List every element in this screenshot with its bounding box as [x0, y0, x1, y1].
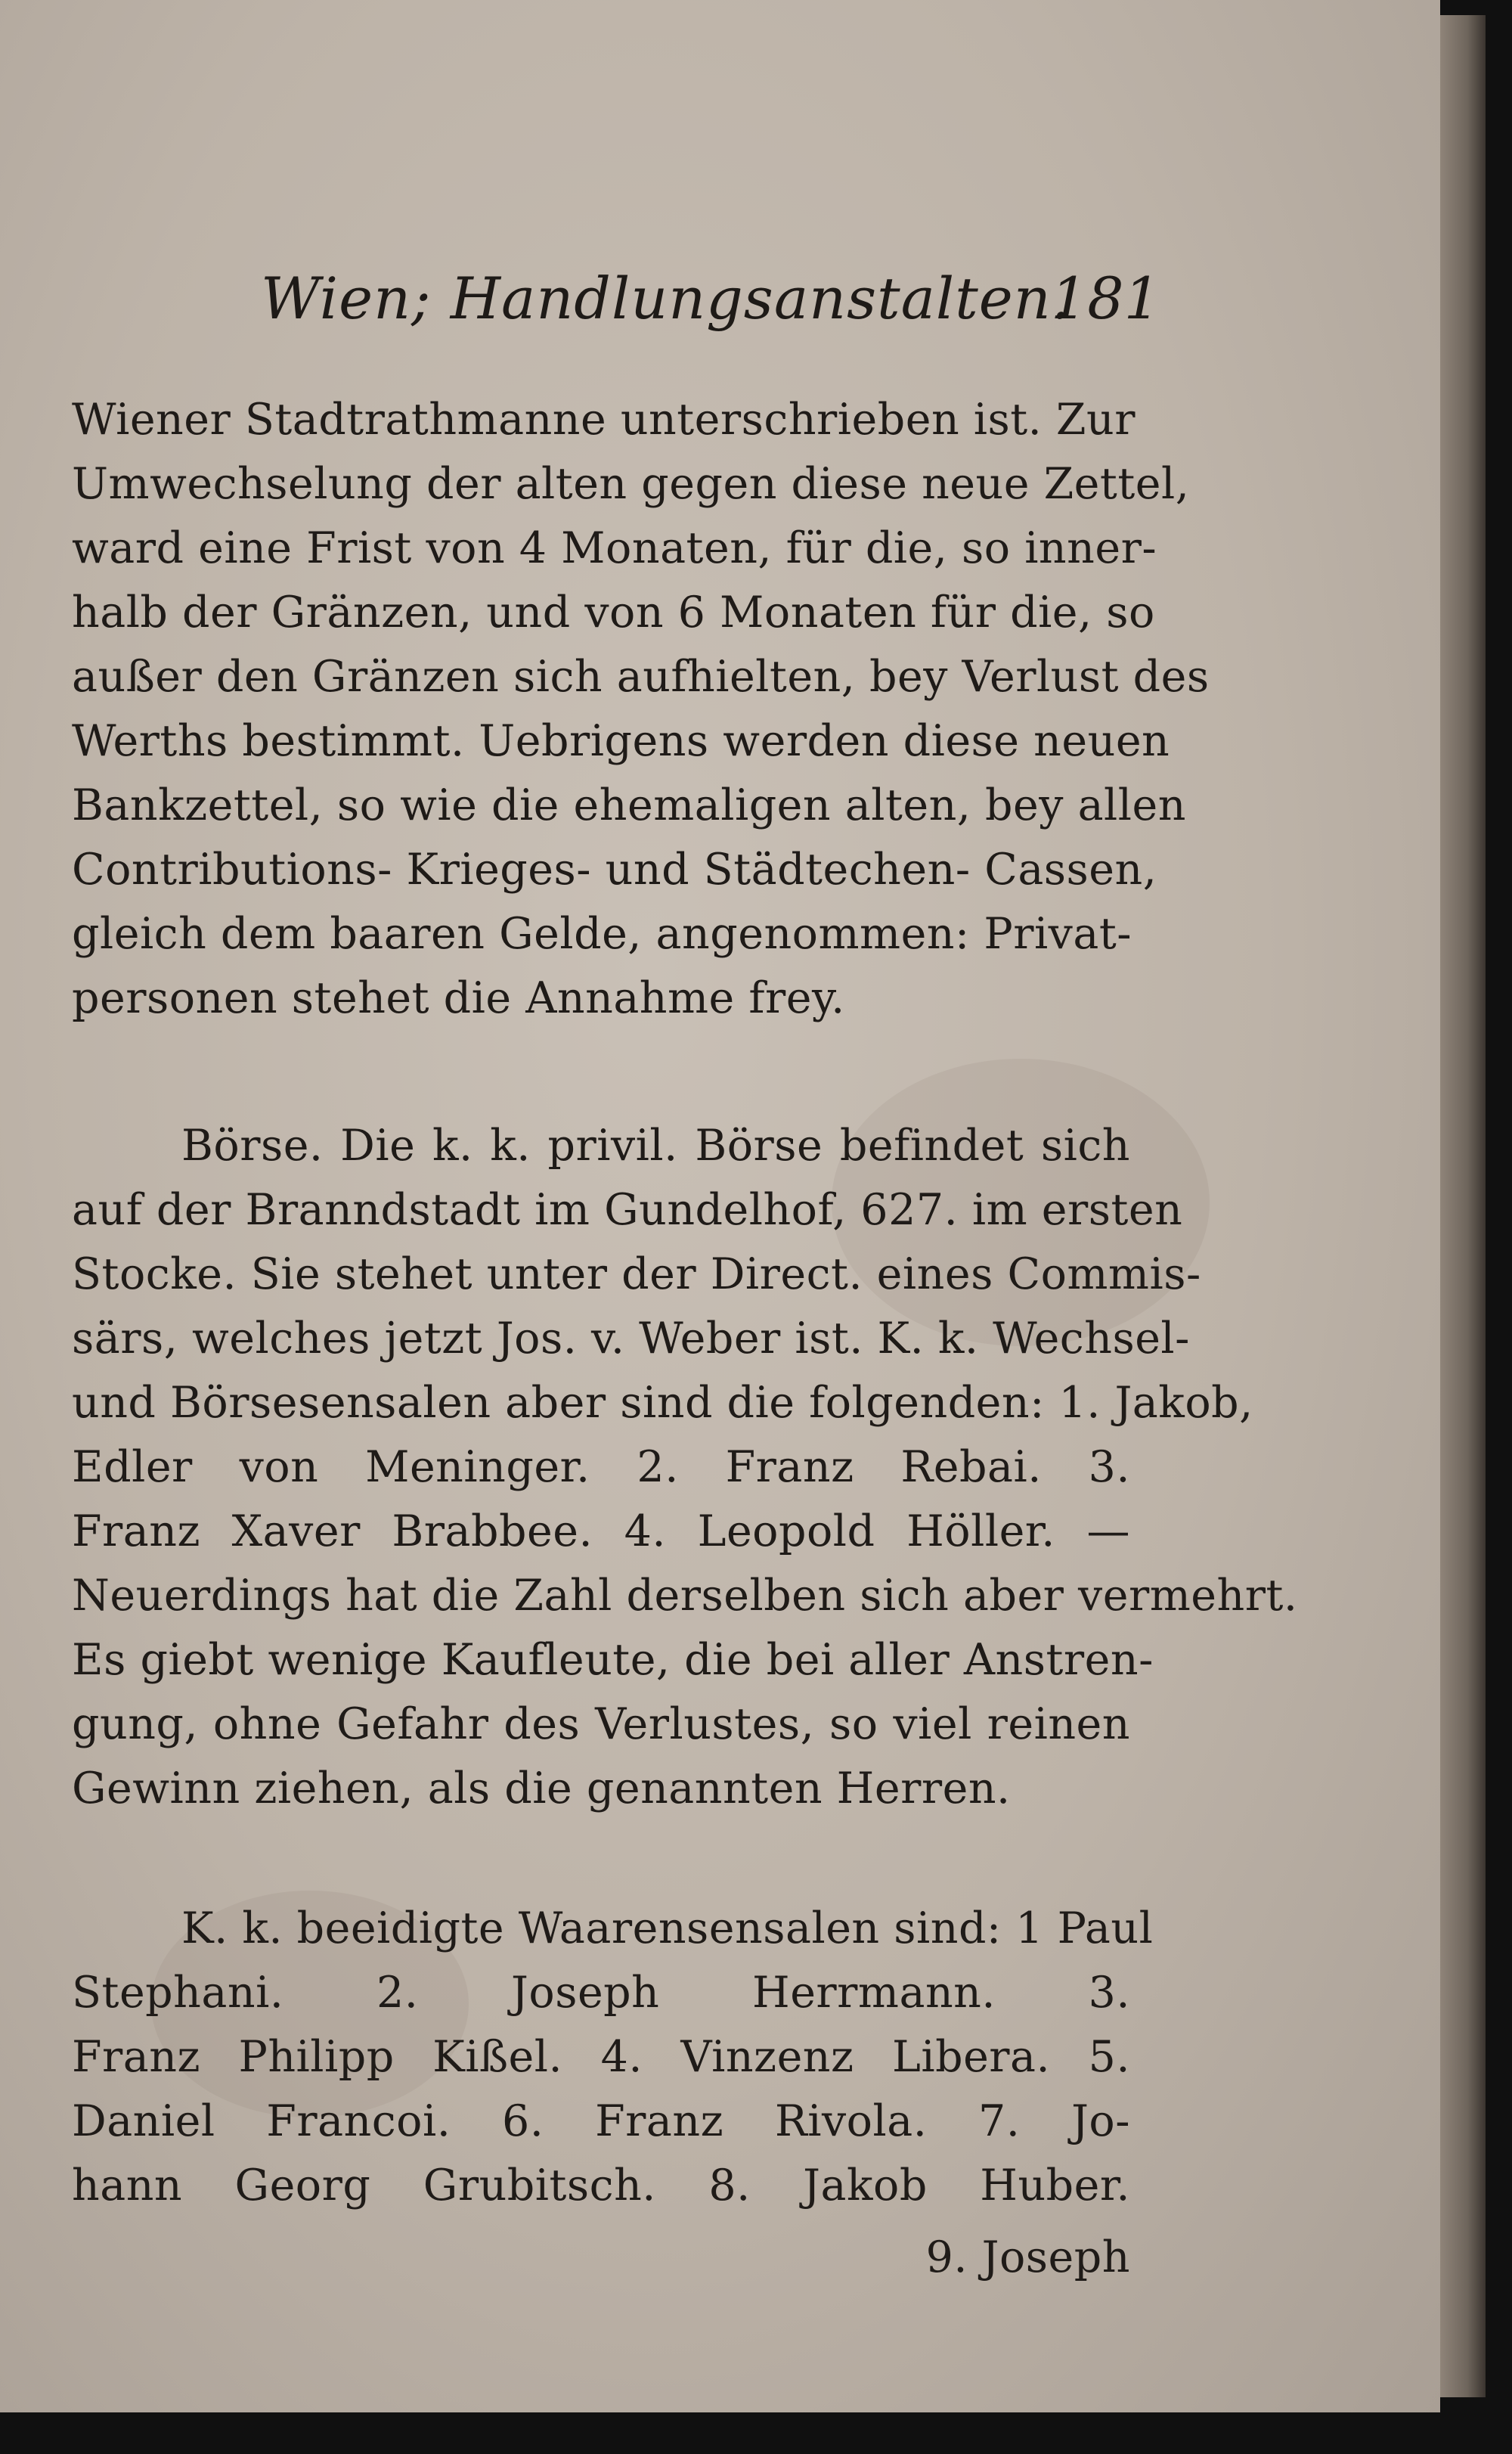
text-line: Franz Philipp Kißel. 4. Vinzenz Libera. 5.	[72, 2032, 1130, 2082]
text-line: halb der Gränzen, und von 6 Monaten für die, so	[72, 588, 1155, 638]
text-line: Börse. Die k. k. privil. Börse befindet sich	[181, 1121, 1130, 1171]
text-line: Es giebt wenige Kaufleute, die bei aller Anstren-	[72, 1635, 1154, 1685]
text-line: gung, ohne Gefahr des Verlustes, so viel reinen	[72, 1699, 1130, 1749]
text-line: gleich dem baaren Gelde, angenommen: Privat-	[72, 909, 1132, 959]
text-line: Stephani. 2. Joseph Herrmann. 3.	[72, 1968, 1130, 2018]
text-line: auf der Branndstadt im Gundelhof, 627. im ersten	[72, 1185, 1183, 1235]
text-line: und Börsesensalen aber sind die folgenden: 1. Jakob,	[72, 1378, 1253, 1428]
text-line: Stocke. Sie stehet unter der Direct. eines Commis-	[72, 1249, 1201, 1299]
text-line: hann Georg Grubitsch. 8. Jakob Huber.	[72, 2161, 1130, 2210]
running-head	[261, 261, 1160, 337]
text-line: särs, welches jetzt Jos. v. Weber ist. K. k. Wechsel-	[72, 1314, 1190, 1364]
text-line: außer den Gränzen sich aufhielten, bey Verlust des	[72, 652, 1210, 702]
text-line: Werths bestimmt. Uebrigens werden diese neuen	[72, 716, 1170, 766]
page-edge	[1440, 15, 1486, 2397]
text-line: ward eine Frist von 4 Monaten, für die, so inner-	[72, 523, 1157, 573]
text-line: K. k. beeidigte Waarensensalen sind: 1 Paul	[181, 1903, 1154, 1953]
text-line: Wiener Stadtrathmanne unterschrieben ist. Zur	[72, 395, 1136, 445]
text-line: Neuerdings hat die Zahl derselben sich aber vermehrt.	[72, 1571, 1298, 1621]
text-line: Contributions- Krieges- und Städtechen- Cassen,	[72, 845, 1157, 895]
text-line: Daniel Francoi. 6. Franz Rivola. 7. Jo-	[72, 2096, 1130, 2146]
text-line: Umwechselung der alten gegen diese neue Zettel,	[72, 459, 1190, 509]
text-line: Gewinn ziehen, als die genannten Herren.	[72, 1764, 1011, 1813]
text-line: Franz Xaver Brabbee. 4. Leopold Höller. —	[72, 1506, 1130, 1556]
text-line: Edler von Meninger. 2. Franz Rebai. 3.	[72, 1442, 1130, 1492]
catchword: 9. Joseph	[925, 2232, 1130, 2282]
running-head-title: Wien; Handlungsanstalten.	[261, 265, 1070, 332]
page-number: 181	[1050, 265, 1160, 332]
text-line: Bankzettel, so wie die ehemaligen alten, bey allen	[72, 780, 1186, 830]
text-line: personen stehet die Annahme frey.	[72, 973, 845, 1023]
